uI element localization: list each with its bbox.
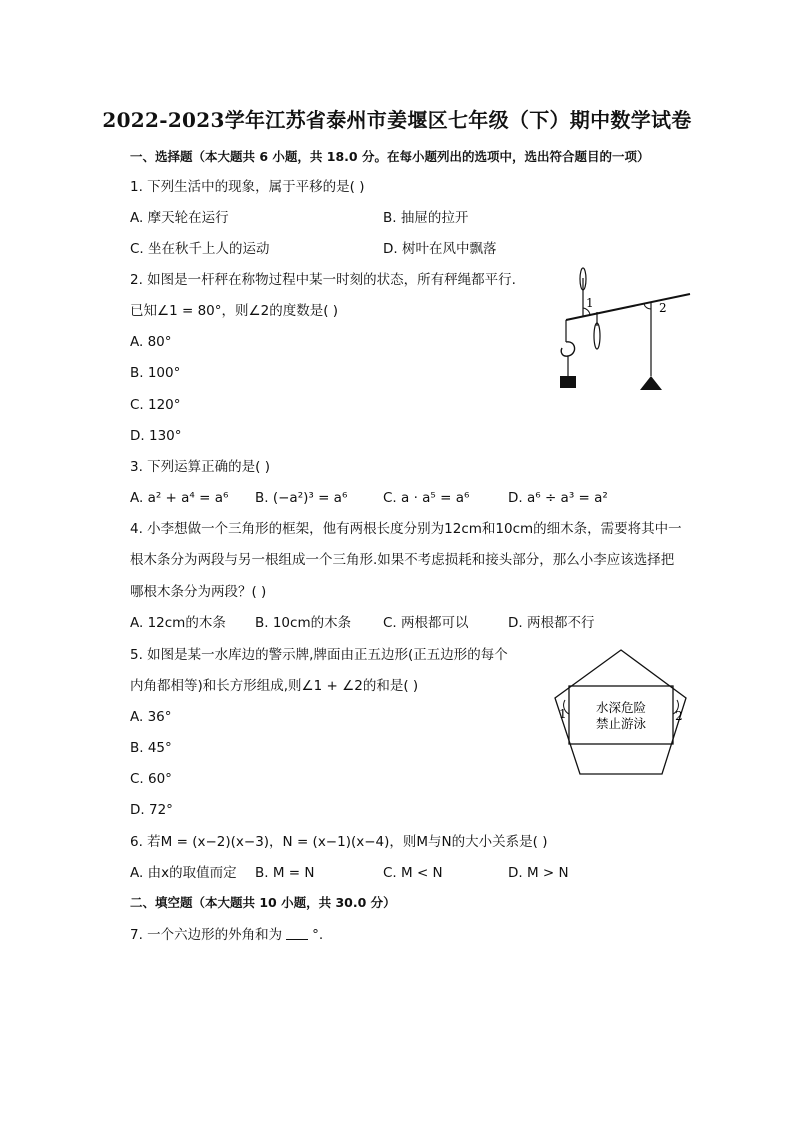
sliding-weight bbox=[640, 376, 662, 390]
question-6-option-a: A. 由x的取值而定 bbox=[130, 865, 237, 881]
question-4-stem-line-3: 哪根木条分为两段？( ) bbox=[130, 584, 267, 600]
middle-loop bbox=[594, 323, 600, 349]
question-3-option-c: C. a · a⁵ = a⁶ bbox=[383, 490, 470, 506]
question-2-stem-line-2: 已知∠1 = 80°，则∠2的度数是( ) bbox=[130, 303, 339, 319]
question-2-option-c: C. 120° bbox=[130, 397, 181, 413]
question-3-option-b: B. (−a²)³ = a⁶ bbox=[255, 490, 348, 506]
angle-2-label: 2 bbox=[659, 301, 667, 315]
question-1-stem: 1. 下列生活中的现象，属于平移的是( ) bbox=[130, 179, 365, 195]
steelyard-figure bbox=[550, 268, 690, 398]
question-6-option-d: D. M > N bbox=[508, 865, 569, 881]
section-heading-choice: 一、选择题（本大题共 6 小题，共 18.0 分。在每小题列出的选项中，选出符合题目的一项） bbox=[130, 149, 650, 164]
question-4-option-a: A. 12cm的木条 bbox=[130, 615, 226, 631]
question-7-unit: °. bbox=[312, 927, 324, 943]
question-3-option-a: A. a² + a⁴ = a⁶ bbox=[130, 490, 229, 506]
question-2-option-b: B. 100° bbox=[130, 365, 181, 381]
sign-text-line-2: 禁止游泳 bbox=[595, 716, 647, 731]
question-2-option-a: A. 80° bbox=[130, 334, 172, 350]
warning-sign-figure bbox=[552, 648, 692, 778]
question-5-stem-line-2: 内角都相等)和长方形组成,则∠1 + ∠2的和是( ) bbox=[130, 678, 419, 694]
question-1-option-d: D. 树叶在风中飘落 bbox=[383, 241, 497, 257]
question-2-option-d: D. 130° bbox=[130, 428, 182, 444]
question-4-option-b: B. 10cm的木条 bbox=[255, 615, 352, 631]
angle-1-label: 1 bbox=[586, 296, 594, 310]
steelyard-beam bbox=[566, 294, 690, 320]
question-3-stem: 3. 下列运算正确的是( ) bbox=[130, 459, 270, 475]
question-6-stem: 6. 若M = (x−2)(x−3)，N = (x−1)(x−4)，则M与N的大小关系是( ) bbox=[130, 834, 548, 850]
question-5-option-a: A. 36° bbox=[130, 709, 172, 725]
question-5-option-d: D. 72° bbox=[130, 802, 173, 818]
angle-2-arc bbox=[644, 304, 651, 309]
question-7-text: 7. 一个六边形的外角和为 bbox=[130, 927, 283, 943]
weight-block bbox=[560, 376, 576, 388]
question-5-option-b: B. 45° bbox=[130, 740, 172, 756]
question-5-stem-line-1: 5. 如图是某一水库边的警示牌,牌面由正五边形(正五边形的每个 bbox=[130, 647, 508, 663]
question-4-option-d: D. 两根都不行 bbox=[508, 615, 595, 631]
answer-blank[interactable] bbox=[286, 927, 308, 940]
hook bbox=[561, 342, 574, 356]
question-4-option-c: C. 两根都可以 bbox=[383, 615, 469, 631]
question-5-option-c: C. 60° bbox=[130, 771, 172, 787]
question-7-stem bbox=[130, 926, 323, 944]
question-4-stem-line-2: 根木条分为两段与另一根组成一个三角形.如果不考虑损耗和接头部分，那么小李应该选择把 bbox=[130, 552, 675, 568]
angle-2-label: 2 bbox=[675, 709, 683, 723]
question-6-option-b: B. M = N bbox=[255, 865, 315, 881]
sign-text-line-1: 水深危险 bbox=[595, 700, 647, 715]
question-1-option-c: C. 坐在秋千上人的运动 bbox=[130, 241, 270, 257]
question-2-stem-line-1: 2. 如图是一杆秤在称物过程中某一时刻的状态，所有秤绳都平行. bbox=[130, 272, 516, 288]
question-4-stem-line-1: 4. 小李想做一个三角形的框架，他有两根长度分别为12cm和10cm的细木条，需要将其中一 bbox=[130, 521, 682, 537]
angle-1-label: 1 bbox=[559, 707, 567, 721]
question-1-option-b: B. 抽屉的拉开 bbox=[383, 210, 469, 226]
page-title: 2022-2023学年江苏省泰州市姜堰区七年级（下）期中数学试卷 bbox=[102, 108, 692, 132]
section-heading-fill-in: 二、填空题（本大题共 10 小题，共 30.0 分） bbox=[130, 895, 396, 910]
question-3-option-d: D. a⁶ ÷ a³ = a² bbox=[508, 490, 608, 506]
sign-rectangle bbox=[569, 686, 673, 744]
question-1-option-a: A. 摩天轮在运行 bbox=[130, 210, 229, 226]
question-6-option-c: C. M < N bbox=[383, 865, 443, 881]
